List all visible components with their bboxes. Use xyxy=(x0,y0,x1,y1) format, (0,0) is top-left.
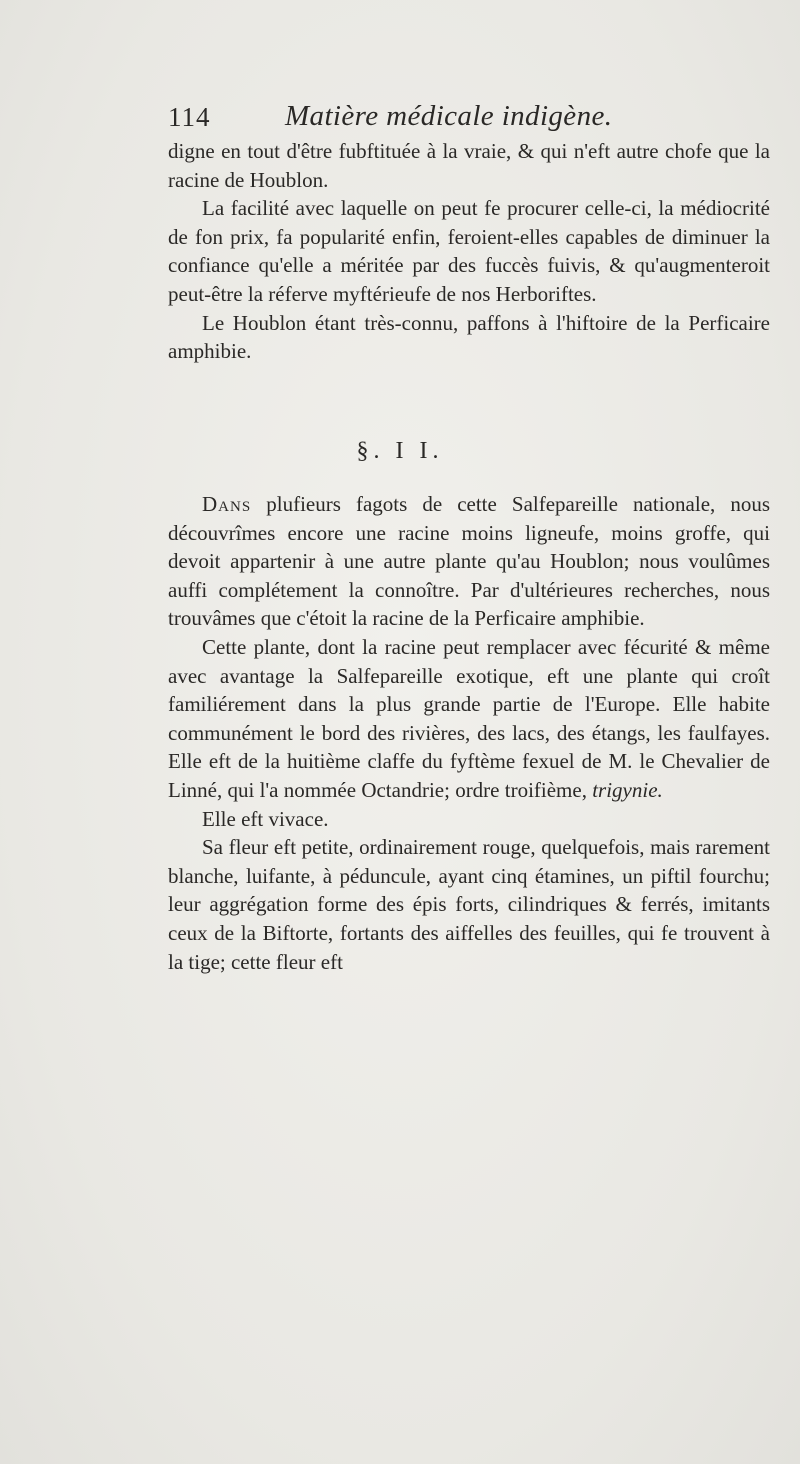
paragraph-cette-plante-text: Cette plante, dont la racine peut remplacer avec fécurité & même avec avantage la Salfepareille exotique, eft une plante qui croît familiérement dans la plus grande partie de l'Europe. Elle habite communément le bord des rivières, des lacs, des étangs, les faulfayes. Elle eft de la huitième claffe du fyftème fexuel de M. le Chevalier de Linné, qui l'a nommée Octandrie; ordre troifième, xyxy=(168,634,770,802)
paragraph-transition-perficaire: Le Houblon étant très-connu, paffons à l'hiftoire de la Perficaire amphibie. xyxy=(168,310,770,364)
paragraph-cette-plante xyxy=(168,633,770,805)
paragraph-fleur: Sa fleur eft petite, ordinairement rouge, quelquefois, mais rarement blanche, luifante, à péduncule, ayant cinq étamines, un piftil fourchu; leur aggrégation forme des épis forts, cilindriques & ferrés, imitants ceux de la Biftorte, fortants des aiffelles des feuilles, qui fe trouvent à la tige; cette fleur eft xyxy=(168,835,770,974)
section-heading: §. I I. xyxy=(356,438,444,464)
paragraph-vivace: Elle eft vivace. xyxy=(202,806,329,831)
text-block-top xyxy=(168,137,770,366)
paragraph-houblon-facilite: La facilité avec laquelle on peut fe procurer celle-ci, la médiocrité de fon prix, fa popularité enfin, feroient-elles capables de diminuer la confiance qu'elle a méritée par des fuccès fuivis, & qu'augmenteroit peut-être la réferve myftérieufe de nos Herboriftes. xyxy=(168,196,770,306)
paragraph-fagots xyxy=(168,490,770,633)
page-number: 114 xyxy=(168,102,211,132)
italic-trigynie: trigynie. xyxy=(592,777,663,802)
paragraph-continuation: digne en tout d'être fubftituée à la vraie, & qui n'eft autre chofe que la racine de Houblon. xyxy=(168,139,770,192)
opening-word: Dans xyxy=(202,492,252,516)
running-title: Matière médicale indigène. xyxy=(285,100,613,132)
page-header xyxy=(168,102,768,142)
text-block-section xyxy=(168,490,770,976)
paragraph-fagots-text: plufieurs fagots de cette Salfepareille nationale, nous découvrîmes encore une racine moins ligneufe, moins groffe, qui devoit appartenir à une autre plante qu'au Houblon; nous voulûmes auffi complétement la connoître. Par d'ultérieures recherches, nous trouvâmes que c'étoit la racine de la Perficaire amphibie. xyxy=(168,492,770,631)
